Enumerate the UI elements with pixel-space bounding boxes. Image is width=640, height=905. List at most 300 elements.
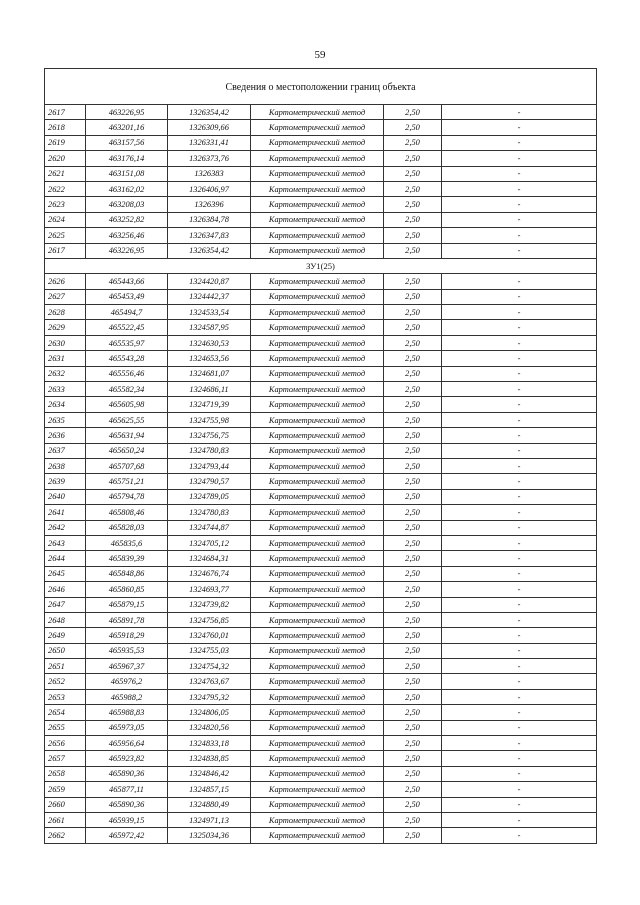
point-number: 2655 (45, 720, 86, 735)
accuracy-value: 2,50 (384, 181, 442, 196)
point-number: 2657 (45, 751, 86, 766)
description-cell: - (442, 551, 597, 566)
description-cell: - (442, 628, 597, 643)
table-row (45, 443, 597, 458)
determination-method: Картометрический метод (251, 351, 384, 366)
determination-method: Картометрический метод (251, 135, 384, 150)
description-cell: - (442, 181, 597, 196)
boundary-table (44, 68, 597, 844)
point-number: 2646 (45, 582, 86, 597)
point-number: 2621 (45, 166, 86, 181)
description-cell: - (442, 674, 597, 689)
y-coordinate: 1326396 (168, 197, 251, 212)
x-coordinate: 465891,78 (86, 612, 168, 627)
y-coordinate: 1324789,05 (168, 489, 251, 504)
x-coordinate: 465860,85 (86, 582, 168, 597)
y-coordinate: 1324795,32 (168, 689, 251, 704)
table-row (45, 643, 597, 658)
point-number: 2617 (45, 243, 86, 258)
point-number: 2639 (45, 474, 86, 489)
table-row (45, 828, 597, 843)
determination-method: Картометрический метод (251, 412, 384, 427)
x-coordinate: 465956,64 (86, 736, 168, 751)
y-coordinate: 1326347,83 (168, 228, 251, 243)
accuracy-value: 2,50 (384, 382, 442, 397)
determination-method: Картометрический метод (251, 305, 384, 320)
description-cell: - (442, 812, 597, 827)
table-row (45, 797, 597, 812)
accuracy-value: 2,50 (384, 366, 442, 381)
determination-method: Картометрический метод (251, 751, 384, 766)
accuracy-value: 2,50 (384, 674, 442, 689)
x-coordinate: 463256,46 (86, 228, 168, 243)
y-coordinate: 1324739,82 (168, 597, 251, 612)
determination-method: Картометрический метод (251, 243, 384, 258)
x-coordinate: 465972,42 (86, 828, 168, 843)
point-number: 2618 (45, 120, 86, 135)
x-coordinate: 463226,95 (86, 105, 168, 120)
accuracy-value: 2,50 (384, 705, 442, 720)
table-row (45, 566, 597, 581)
accuracy-value: 2,50 (384, 243, 442, 258)
description-cell: - (442, 305, 597, 320)
accuracy-value: 2,50 (384, 335, 442, 350)
x-coordinate: 465543,28 (86, 351, 168, 366)
determination-method: Картометрический метод (251, 520, 384, 535)
point-number: 2658 (45, 766, 86, 781)
accuracy-value: 2,50 (384, 305, 442, 320)
y-coordinate: 1326383 (168, 166, 251, 181)
determination-method: Картометрический метод (251, 689, 384, 704)
determination-method: Картометрический метод (251, 782, 384, 797)
determination-method: Картометрический метод (251, 212, 384, 227)
x-coordinate: 465751,21 (86, 474, 168, 489)
point-number: 2644 (45, 551, 86, 566)
x-coordinate: 465939,15 (86, 812, 168, 827)
determination-method: Картометрический метод (251, 489, 384, 504)
y-coordinate: 1324790,57 (168, 474, 251, 489)
table-row (45, 320, 597, 335)
description-cell: - (442, 166, 597, 181)
determination-method: Картометрический метод (251, 181, 384, 196)
table-row (45, 674, 597, 689)
y-coordinate: 1324756,75 (168, 428, 251, 443)
table-row (45, 335, 597, 350)
description-cell: - (442, 151, 597, 166)
x-coordinate: 465973,05 (86, 720, 168, 735)
determination-method: Картометрический метод (251, 458, 384, 473)
section-header-row (45, 69, 597, 105)
accuracy-value: 2,50 (384, 289, 442, 304)
table-row (45, 766, 597, 781)
table-row (45, 135, 597, 150)
point-number: 2619 (45, 135, 86, 150)
y-coordinate: 1324971,13 (168, 812, 251, 827)
accuracy-value: 2,50 (384, 428, 442, 443)
point-number: 2638 (45, 458, 86, 473)
x-coordinate: 465605,98 (86, 397, 168, 412)
table-row (45, 428, 597, 443)
table-row (45, 551, 597, 566)
description-cell: - (442, 705, 597, 720)
accuracy-value: 2,50 (384, 151, 442, 166)
x-coordinate: 465650,24 (86, 443, 168, 458)
description-cell: - (442, 120, 597, 135)
table-row (45, 751, 597, 766)
determination-method: Картометрический метод (251, 659, 384, 674)
y-coordinate: 1324780,83 (168, 505, 251, 520)
x-coordinate: 465988,2 (86, 689, 168, 704)
description-cell: - (442, 797, 597, 812)
determination-method: Картометрический метод (251, 428, 384, 443)
table-row (45, 197, 597, 212)
determination-method: Картометрический метод (251, 643, 384, 658)
description-cell: - (442, 366, 597, 381)
y-coordinate: 1324744,87 (168, 520, 251, 535)
description-cell: - (442, 659, 597, 674)
y-coordinate: 1324719,39 (168, 397, 251, 412)
point-number: 2617 (45, 105, 86, 120)
point-number: 2641 (45, 505, 86, 520)
description-cell: - (442, 135, 597, 150)
point-number: 2631 (45, 351, 86, 366)
accuracy-value: 2,50 (384, 597, 442, 612)
determination-method: Картометрический метод (251, 289, 384, 304)
accuracy-value: 2,50 (384, 797, 442, 812)
table-row (45, 736, 597, 751)
y-coordinate: 1324857,15 (168, 782, 251, 797)
x-coordinate: 463252,82 (86, 212, 168, 227)
determination-method: Картометрический метод (251, 551, 384, 566)
point-number: 2633 (45, 382, 86, 397)
table-row (45, 228, 597, 243)
description-cell: - (442, 243, 597, 258)
description-cell: - (442, 782, 597, 797)
x-coordinate: 465625,55 (86, 412, 168, 427)
description-cell: - (442, 612, 597, 627)
determination-method: Картометрический метод (251, 443, 384, 458)
accuracy-value: 2,50 (384, 720, 442, 735)
determination-method: Картометрический метод (251, 535, 384, 550)
description-cell: - (442, 443, 597, 458)
determination-method: Картометрический метод (251, 505, 384, 520)
x-coordinate: 465443,66 (86, 274, 168, 289)
accuracy-value: 2,50 (384, 643, 442, 658)
point-number: 2645 (45, 566, 86, 581)
y-coordinate: 1324693,77 (168, 582, 251, 597)
accuracy-value: 2,50 (384, 412, 442, 427)
x-coordinate: 465494,7 (86, 305, 168, 320)
description-cell: - (442, 689, 597, 704)
table-row (45, 582, 597, 597)
x-coordinate: 465877,11 (86, 782, 168, 797)
point-number: 2650 (45, 643, 86, 658)
y-coordinate: 1326354,42 (168, 243, 251, 258)
point-number: 2660 (45, 797, 86, 812)
x-coordinate: 465582,34 (86, 382, 168, 397)
y-coordinate: 1324754,32 (168, 659, 251, 674)
description-cell: - (442, 474, 597, 489)
description-cell: - (442, 212, 597, 227)
description-cell: - (442, 228, 597, 243)
description-cell: - (442, 505, 597, 520)
accuracy-value: 2,50 (384, 582, 442, 597)
x-coordinate: 465918,29 (86, 628, 168, 643)
determination-method: Картометрический метод (251, 736, 384, 751)
x-coordinate: 465839,39 (86, 551, 168, 566)
y-coordinate: 1324806,05 (168, 705, 251, 720)
accuracy-value: 2,50 (384, 520, 442, 535)
accuracy-value: 2,50 (384, 551, 442, 566)
y-coordinate: 1324838,85 (168, 751, 251, 766)
accuracy-value: 2,50 (384, 689, 442, 704)
table-row (45, 782, 597, 797)
table-row (45, 412, 597, 427)
x-coordinate: 465453,49 (86, 289, 168, 304)
accuracy-value: 2,50 (384, 274, 442, 289)
y-coordinate: 1326354,42 (168, 105, 251, 120)
description-cell: - (442, 597, 597, 612)
description-cell: - (442, 751, 597, 766)
description-cell: - (442, 397, 597, 412)
y-coordinate: 1324763,67 (168, 674, 251, 689)
point-number: 2637 (45, 443, 86, 458)
table-row (45, 274, 597, 289)
point-number: 2630 (45, 335, 86, 350)
determination-method: Картометрический метод (251, 474, 384, 489)
point-number: 2661 (45, 812, 86, 827)
table-row (45, 474, 597, 489)
x-coordinate: 463157,56 (86, 135, 168, 150)
description-cell: - (442, 412, 597, 427)
x-coordinate: 465794,78 (86, 489, 168, 504)
table-row (45, 812, 597, 827)
description-cell: - (442, 197, 597, 212)
accuracy-value: 2,50 (384, 505, 442, 520)
table-row (45, 120, 597, 135)
y-coordinate: 1324676,74 (168, 566, 251, 581)
point-number: 2629 (45, 320, 86, 335)
x-coordinate: 465522,45 (86, 320, 168, 335)
table-row (45, 628, 597, 643)
accuracy-value: 2,50 (384, 612, 442, 627)
accuracy-value: 2,50 (384, 166, 442, 181)
x-coordinate: 463226,95 (86, 243, 168, 258)
table-row (45, 382, 597, 397)
accuracy-value: 2,50 (384, 351, 442, 366)
point-number: 2656 (45, 736, 86, 751)
table-row (45, 243, 597, 258)
determination-method: Картометрический метод (251, 597, 384, 612)
description-cell: - (442, 643, 597, 658)
determination-method: Картометрический метод (251, 320, 384, 335)
determination-method: Картометрический метод (251, 582, 384, 597)
description-cell: - (442, 582, 597, 597)
x-coordinate: 465535,97 (86, 335, 168, 350)
zone-row (45, 258, 597, 273)
table-row (45, 151, 597, 166)
point-number: 2624 (45, 212, 86, 227)
determination-method: Картометрический метод (251, 197, 384, 212)
x-coordinate: 463208,03 (86, 197, 168, 212)
table-row (45, 397, 597, 412)
table-row (45, 305, 597, 320)
point-number: 2651 (45, 659, 86, 674)
x-coordinate: 465879,15 (86, 597, 168, 612)
zone-label: ЗУ1(25) (45, 258, 597, 273)
determination-method: Картометрический метод (251, 120, 384, 135)
x-coordinate: 465923,82 (86, 751, 168, 766)
determination-method: Картометрический метод (251, 566, 384, 581)
point-number: 2643 (45, 535, 86, 550)
y-coordinate: 1326331,41 (168, 135, 251, 150)
accuracy-value: 2,50 (384, 212, 442, 227)
table-row (45, 289, 597, 304)
y-coordinate: 1324420,87 (168, 274, 251, 289)
table-row (45, 705, 597, 720)
accuracy-value: 2,50 (384, 105, 442, 120)
y-coordinate: 1324820,56 (168, 720, 251, 735)
y-coordinate: 1326406,97 (168, 181, 251, 196)
description-cell: - (442, 458, 597, 473)
accuracy-value: 2,50 (384, 489, 442, 504)
table-row (45, 489, 597, 504)
y-coordinate: 1324833,18 (168, 736, 251, 751)
description-cell: - (442, 382, 597, 397)
x-coordinate: 465976,2 (86, 674, 168, 689)
table-row (45, 105, 597, 120)
y-coordinate: 1324756,85 (168, 612, 251, 627)
page-number: 59 (314, 49, 326, 61)
description-cell: - (442, 520, 597, 535)
point-number: 2653 (45, 689, 86, 704)
y-coordinate: 1324755,03 (168, 643, 251, 658)
description-cell: - (442, 566, 597, 581)
y-coordinate: 1326384,78 (168, 212, 251, 227)
determination-method: Картометрический метод (251, 151, 384, 166)
y-coordinate: 1324533,54 (168, 305, 251, 320)
x-coordinate: 465967,37 (86, 659, 168, 674)
point-number: 2654 (45, 705, 86, 720)
determination-method: Картометрический метод (251, 397, 384, 412)
description-cell: - (442, 766, 597, 781)
accuracy-value: 2,50 (384, 812, 442, 827)
section-title: Сведения о местоположении границ объекта (45, 69, 597, 105)
accuracy-value: 2,50 (384, 197, 442, 212)
y-coordinate: 1324587,95 (168, 320, 251, 335)
table-row (45, 505, 597, 520)
table-row (45, 458, 597, 473)
point-number: 2649 (45, 628, 86, 643)
accuracy-value: 2,50 (384, 120, 442, 135)
y-coordinate: 1324681,07 (168, 366, 251, 381)
x-coordinate: 465988,83 (86, 705, 168, 720)
accuracy-value: 2,50 (384, 782, 442, 797)
point-number: 2652 (45, 674, 86, 689)
table-row (45, 212, 597, 227)
determination-method: Картометрический метод (251, 766, 384, 781)
table-row (45, 597, 597, 612)
x-coordinate: 465808,46 (86, 505, 168, 520)
x-coordinate: 465631,94 (86, 428, 168, 443)
y-coordinate: 1324705,12 (168, 535, 251, 550)
accuracy-value: 2,50 (384, 628, 442, 643)
y-coordinate: 1324846,42 (168, 766, 251, 781)
point-number: 2620 (45, 151, 86, 166)
table-row (45, 166, 597, 181)
y-coordinate: 1326373,76 (168, 151, 251, 166)
point-number: 2625 (45, 228, 86, 243)
description-cell: - (442, 351, 597, 366)
y-coordinate: 1324793,44 (168, 458, 251, 473)
table-row (45, 351, 597, 366)
y-coordinate: 1324442,37 (168, 289, 251, 304)
y-coordinate: 1324684,31 (168, 551, 251, 566)
accuracy-value: 2,50 (384, 397, 442, 412)
x-coordinate: 465707,68 (86, 458, 168, 473)
point-number: 2623 (45, 197, 86, 212)
description-cell: - (442, 720, 597, 735)
accuracy-value: 2,50 (384, 135, 442, 150)
point-number: 2622 (45, 181, 86, 196)
table-row (45, 720, 597, 735)
table-row (45, 689, 597, 704)
y-coordinate: 1325034,36 (168, 828, 251, 843)
y-coordinate: 1324653,56 (168, 351, 251, 366)
accuracy-value: 2,50 (384, 458, 442, 473)
x-coordinate: 463151,08 (86, 166, 168, 181)
description-cell: - (442, 489, 597, 504)
accuracy-value: 2,50 (384, 828, 442, 843)
point-number: 2635 (45, 412, 86, 427)
y-coordinate: 1324686,11 (168, 382, 251, 397)
description-cell: - (442, 428, 597, 443)
description-cell: - (442, 828, 597, 843)
accuracy-value: 2,50 (384, 474, 442, 489)
point-number: 2640 (45, 489, 86, 504)
determination-method: Картометрический метод (251, 274, 384, 289)
accuracy-value: 2,50 (384, 659, 442, 674)
table-row (45, 659, 597, 674)
determination-method: Картометрический метод (251, 674, 384, 689)
determination-method: Картометрический метод (251, 382, 384, 397)
point-number: 2642 (45, 520, 86, 535)
determination-method: Картометрический метод (251, 812, 384, 827)
determination-method: Картометрический метод (251, 335, 384, 350)
y-coordinate: 1324880,49 (168, 797, 251, 812)
x-coordinate: 465935,53 (86, 643, 168, 658)
accuracy-value: 2,50 (384, 535, 442, 550)
determination-method: Картометрический метод (251, 797, 384, 812)
determination-method: Картометрический метод (251, 228, 384, 243)
point-number: 2628 (45, 305, 86, 320)
table-row (45, 366, 597, 381)
determination-method: Картометрический метод (251, 720, 384, 735)
x-coordinate: 465890,36 (86, 797, 168, 812)
description-cell: - (442, 736, 597, 751)
determination-method: Картометрический метод (251, 612, 384, 627)
table-row (45, 181, 597, 196)
x-coordinate: 465848,86 (86, 566, 168, 581)
x-coordinate: 463201,16 (86, 120, 168, 135)
point-number: 2648 (45, 612, 86, 627)
accuracy-value: 2,50 (384, 320, 442, 335)
point-number: 2647 (45, 597, 86, 612)
description-cell: - (442, 289, 597, 304)
y-coordinate: 1324755,98 (168, 412, 251, 427)
point-number: 2662 (45, 828, 86, 843)
accuracy-value: 2,50 (384, 443, 442, 458)
